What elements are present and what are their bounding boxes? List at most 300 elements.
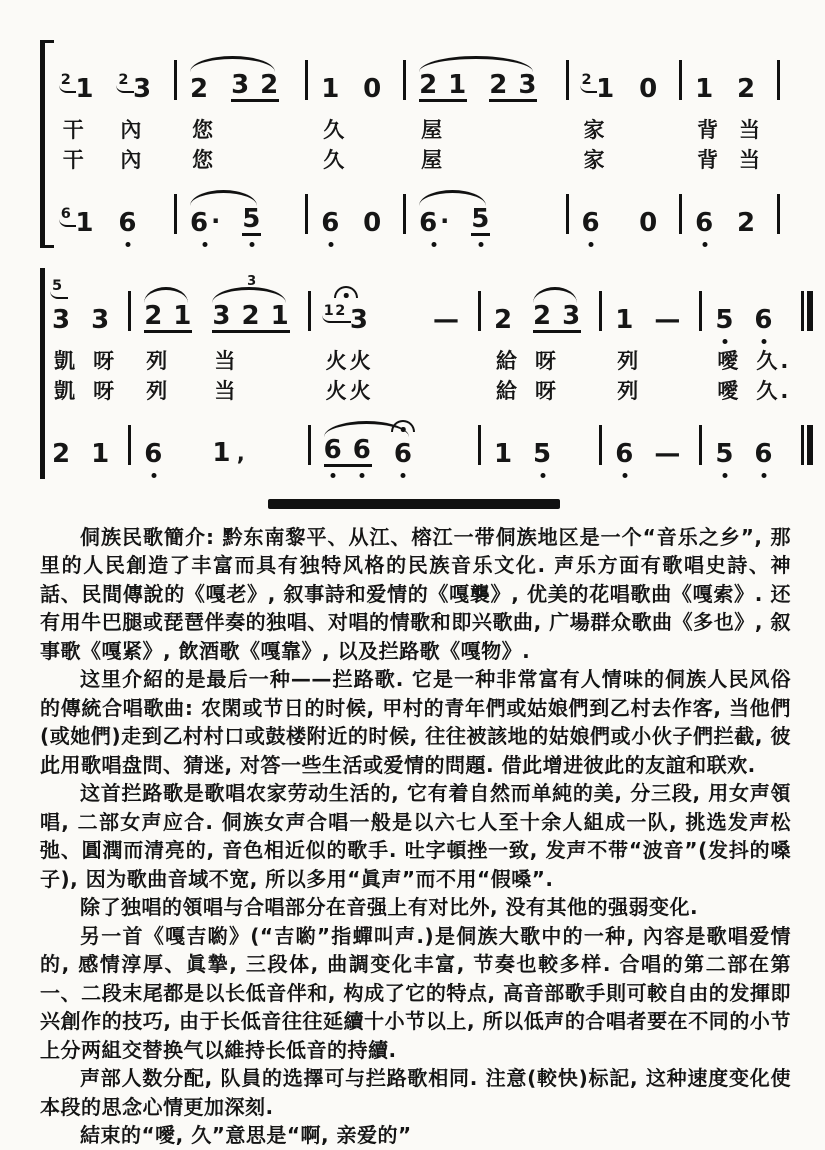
note-digit: 6 bbox=[118, 208, 138, 238]
lyric-syllable: 內 bbox=[120, 118, 145, 142]
note-cell bbox=[50, 405, 89, 479]
lyric-spacer bbox=[478, 345, 492, 375]
lyric-cell bbox=[431, 375, 478, 405]
system-bracket bbox=[40, 268, 45, 479]
lyric-syllable: 屋 bbox=[421, 118, 446, 142]
beam-group bbox=[489, 72, 537, 102]
lyric-spacer bbox=[777, 114, 791, 144]
note bbox=[91, 304, 111, 335]
note-cell bbox=[210, 405, 307, 479]
note-digit: — bbox=[432, 304, 460, 335]
note bbox=[493, 304, 514, 335]
note-cell bbox=[431, 268, 478, 345]
note-cell bbox=[713, 268, 752, 345]
note bbox=[754, 438, 774, 469]
note-cell bbox=[652, 405, 699, 479]
note bbox=[615, 304, 635, 335]
note-cell bbox=[417, 40, 565, 114]
lyric-spacer bbox=[308, 345, 322, 375]
note-digit: 1 bbox=[448, 70, 468, 100]
note-cell bbox=[613, 268, 652, 345]
note-digit: 2 bbox=[241, 300, 261, 331]
note bbox=[754, 304, 774, 335]
lyric-cell bbox=[492, 345, 531, 375]
lyric-syllable: 給 bbox=[495, 378, 520, 403]
lyric-spacer bbox=[801, 345, 815, 375]
lyric-syllable: 您 bbox=[191, 148, 216, 172]
barline bbox=[699, 268, 713, 345]
note bbox=[242, 206, 261, 232]
lyric-spacer bbox=[679, 114, 693, 144]
beam-group bbox=[419, 72, 467, 102]
note-digit: 1 bbox=[173, 300, 193, 331]
note bbox=[615, 438, 635, 469]
note-digit: 2 bbox=[489, 70, 509, 100]
lyric-cell bbox=[652, 345, 699, 375]
note bbox=[737, 76, 756, 102]
lyric-spacer bbox=[403, 114, 417, 144]
note bbox=[715, 438, 735, 469]
note-digit: — bbox=[654, 438, 682, 469]
note-cell bbox=[116, 40, 174, 114]
barline bbox=[599, 405, 613, 479]
note-digit: 1 bbox=[615, 304, 635, 335]
lyric-cell bbox=[59, 114, 117, 144]
intro-paragraph-6: 声部人数分配, 队員的选擇可与拦路歌相同. 注意(較快)标記, 这种速度变化使本段的思念心情更加深刻. bbox=[40, 1066, 791, 1119]
lyric-cell bbox=[142, 345, 210, 375]
note-digit: 5 bbox=[471, 204, 491, 234]
lyric-cell bbox=[713, 345, 752, 375]
lyric-spacer bbox=[566, 144, 580, 174]
score-system-2 bbox=[40, 268, 791, 479]
lyric-syllable: 列 bbox=[146, 378, 171, 403]
lyric-cell bbox=[142, 375, 210, 405]
lyric-spacer bbox=[478, 375, 492, 405]
lyric-cell bbox=[613, 375, 652, 405]
lyric-cell bbox=[50, 345, 89, 375]
score-system-1 bbox=[40, 40, 791, 248]
lyric-spacer bbox=[599, 345, 613, 375]
note bbox=[471, 206, 490, 232]
barline bbox=[566, 40, 580, 114]
lyric-cell bbox=[713, 375, 752, 405]
barline bbox=[403, 40, 417, 114]
lyric-spacer bbox=[566, 114, 580, 144]
note bbox=[518, 72, 537, 98]
lyric-syllable: 呀 bbox=[535, 348, 560, 373]
note-digit: 6 bbox=[615, 438, 635, 469]
note-digit: 6 bbox=[754, 304, 774, 335]
note-cell bbox=[752, 268, 801, 345]
lyric-syllable: 背 bbox=[697, 148, 722, 172]
note-digit: 1 bbox=[91, 438, 111, 469]
note bbox=[321, 210, 340, 236]
lyric-spacer bbox=[699, 345, 713, 375]
note bbox=[695, 76, 714, 102]
grace-note: 2 bbox=[60, 72, 73, 88]
note-digit: 3 bbox=[91, 304, 111, 335]
lyric-syllable: 当 bbox=[214, 348, 239, 373]
fermata-icon bbox=[334, 286, 358, 298]
lyric-syllable: 干 bbox=[62, 148, 87, 172]
barline bbox=[305, 174, 319, 248]
lyric-syllable: 久. bbox=[756, 348, 792, 373]
note bbox=[654, 304, 682, 335]
lyric-syllable: 当 bbox=[739, 118, 763, 142]
lyric-syllable: 屋 bbox=[421, 148, 446, 172]
note bbox=[489, 72, 508, 98]
note-cell bbox=[713, 405, 752, 479]
note-cell bbox=[361, 174, 403, 248]
lyric-syllable: 呀 bbox=[93, 348, 118, 373]
note-cell bbox=[431, 405, 478, 479]
intro-paragraph-4: 除了独唱的領唱与合唱部分在音强上有对比外, 没有其他的强弱变化. bbox=[80, 895, 699, 919]
grace-note: 12 bbox=[323, 302, 347, 319]
note-cell bbox=[142, 405, 210, 479]
lyric-syllable: 給 bbox=[495, 348, 520, 373]
lyric-syllable: 呀 bbox=[535, 378, 560, 403]
note-digit: 6 bbox=[321, 208, 341, 238]
lyric-syllable: 列 bbox=[617, 348, 642, 373]
note bbox=[419, 207, 450, 238]
lyric-spacer bbox=[777, 144, 791, 174]
note-cell bbox=[210, 268, 307, 345]
note bbox=[737, 210, 756, 236]
lyric-cell bbox=[417, 114, 565, 144]
augmentation-dot: · bbox=[211, 207, 221, 235]
note-cell bbox=[319, 40, 361, 114]
note bbox=[363, 76, 382, 102]
note bbox=[91, 438, 111, 469]
barline bbox=[478, 405, 492, 479]
note-cell bbox=[89, 268, 128, 345]
note-cell bbox=[637, 174, 679, 248]
lyric-syllable: 內 bbox=[120, 148, 145, 172]
note-cell bbox=[752, 405, 801, 479]
lyric-cell bbox=[492, 375, 531, 405]
lyric-cell bbox=[210, 345, 307, 375]
lyric-spacer bbox=[305, 144, 319, 174]
intro-paragraph-2: 这里介紹的是最后一种——拦路歌. 它是一种非常富有人情味的侗族人民风俗的傳統合唱歌曲: 农閑或节日的时候, 甲村的青年們或姑娘們到乙村去作客, 当他們(或她們)走到乙村村口或鼓楼附近的时候, 往往被該地的姑娘們或小伙子們拦截, 彼此用歌唱盘問、猜迷, 对答一些生活或爱情的問題. 借此增进彼此的友誼和联欢. bbox=[40, 667, 791, 777]
lyric-syllable: 噯 bbox=[717, 348, 742, 373]
lyric-cell bbox=[652, 375, 699, 405]
note-cell bbox=[492, 268, 531, 345]
note bbox=[432, 304, 460, 335]
note-digit: 2 bbox=[52, 438, 72, 469]
lyric-cell bbox=[531, 345, 599, 375]
note bbox=[393, 438, 413, 469]
note-digit: 3 bbox=[212, 300, 232, 331]
note-digit: 2 bbox=[260, 70, 280, 100]
lyric-syllable: 家 bbox=[583, 148, 608, 172]
note-cell bbox=[59, 174, 117, 248]
note-digit: 1 bbox=[321, 74, 341, 104]
note bbox=[715, 304, 735, 335]
lyric-cell bbox=[50, 375, 89, 405]
lyric-spacer bbox=[699, 375, 713, 405]
note-cell bbox=[59, 40, 117, 114]
note-digit: 6 bbox=[189, 208, 210, 238]
note bbox=[144, 300, 164, 331]
note bbox=[419, 72, 438, 98]
lyric-syllable: 火火 bbox=[325, 378, 374, 403]
intro-paragraph-5: 另一首《嘎吉喲》(“吉喲”指蟬叫声.)是侗族大歌中的一种, 內容是歌唱爱情的, 感情淳厚、眞摯, 三段体, 曲調变化丰富, 节奏也較多样. 合唱的第二部在第一、二段末尾都是以长低音伴和, 构成了它的特点, 高音部歌手則可較自由的发揮即兴創作的技巧, 由于长低音往往延續十小节以上, 所以低声的合唱者要在不同的小节上分两組交替换气以維持长低音的持續. bbox=[40, 923, 791, 1062]
barline bbox=[128, 405, 142, 479]
lyric-spacer bbox=[801, 375, 815, 405]
breath-mark: ’ bbox=[236, 453, 245, 479]
lyric-syllable: 火火 bbox=[325, 348, 374, 373]
lyric-cell bbox=[693, 144, 735, 174]
lyric-cell bbox=[637, 144, 679, 174]
lyric-syllable: 背 bbox=[697, 118, 722, 142]
lyric-syllable: 当 bbox=[214, 378, 239, 403]
final-barline bbox=[801, 405, 815, 479]
note bbox=[189, 207, 221, 238]
note bbox=[52, 278, 72, 335]
note bbox=[321, 76, 340, 102]
note-cell bbox=[322, 268, 431, 345]
note-digit: 3 bbox=[562, 300, 582, 331]
lyric-cell bbox=[752, 375, 801, 405]
note bbox=[173, 300, 193, 331]
lyric-spacer bbox=[403, 144, 417, 174]
lyric-spacer bbox=[599, 375, 613, 405]
note-cell bbox=[735, 40, 777, 114]
intro-paragraph-7: 結束的“噯, 久”意思是“啊, 亲爱的” bbox=[80, 1123, 412, 1147]
lyric-cell bbox=[89, 375, 128, 405]
barline bbox=[699, 405, 713, 479]
note-digit: 1 bbox=[596, 74, 616, 104]
lyric-syllable: 家 bbox=[583, 118, 608, 142]
lyric-syllable: 呀 bbox=[93, 378, 118, 403]
note-digit: — bbox=[654, 304, 682, 335]
note-digit: 1 bbox=[695, 74, 715, 104]
note-cell bbox=[693, 40, 735, 114]
note bbox=[448, 72, 467, 98]
note-cell bbox=[417, 174, 565, 248]
note bbox=[581, 72, 616, 104]
intro-paragraph-1: 侗族民歌簡介: 黔东南黎平、从江、榕江一带侗族地区是一个“音乐之乡”, 那里的人民創造了丰富而具有独特风格的民族音乐文化. 声乐方面有歌唱史詩、神話、民間傳說的《嘎老》, 叙事詩和爱情的《嘎襲》, 优美的花唱歌曲《嘎索》. 还有用牛巴腿或琵琶伴奏的独唱、对唱的情歌和即兴歌曲, 广場群众歌曲《多也》, 叙事歌《嘎紧》, 飲酒歌《嘎靠》, 以及拦路歌《嘎物》. bbox=[40, 524, 791, 663]
note-digit: 0 bbox=[363, 208, 383, 238]
lyric-cell bbox=[322, 375, 431, 405]
beam-group bbox=[144, 300, 193, 333]
lyric-spacer bbox=[174, 144, 188, 174]
barline bbox=[308, 268, 322, 345]
lyric-cell bbox=[580, 144, 638, 174]
lyric-cell bbox=[580, 114, 638, 144]
lyric-spacer bbox=[679, 144, 693, 174]
beam-group bbox=[533, 300, 582, 333]
lyric-cell bbox=[322, 345, 431, 375]
note bbox=[260, 72, 279, 98]
lyric-cell bbox=[89, 345, 128, 375]
augmentation-dot: · bbox=[440, 207, 450, 235]
grace-note: 2 bbox=[581, 72, 594, 88]
note-cell bbox=[188, 40, 305, 114]
note-digit: 1 bbox=[75, 74, 95, 104]
note bbox=[695, 210, 714, 236]
final-barline bbox=[801, 268, 815, 345]
barline bbox=[128, 268, 142, 345]
grace-note: 5 bbox=[52, 278, 64, 294]
note-cell bbox=[580, 174, 638, 248]
lyric-spacer bbox=[174, 114, 188, 144]
lyric-syllable: 干 bbox=[62, 118, 87, 142]
note bbox=[212, 437, 232, 468]
lyric-cell bbox=[319, 114, 361, 144]
tuplet-number: 3 bbox=[247, 273, 257, 289]
grace-note: 2 bbox=[118, 72, 130, 88]
lyric-cell bbox=[693, 114, 735, 144]
lyric-syllable: 当 bbox=[739, 148, 763, 172]
barline bbox=[777, 174, 791, 248]
grace-note: 6 bbox=[60, 206, 73, 222]
note-digit: 3 bbox=[518, 70, 538, 100]
note-digit: 6 bbox=[352, 434, 372, 465]
note-cell bbox=[89, 405, 128, 479]
notation-table-2 bbox=[50, 268, 815, 479]
barline bbox=[305, 40, 319, 114]
beam-group bbox=[242, 206, 261, 236]
barline bbox=[403, 174, 417, 248]
lyric-cell bbox=[735, 144, 777, 174]
note-digit: 3 bbox=[231, 70, 251, 100]
lyric-spacer bbox=[305, 114, 319, 144]
lyric-cell bbox=[188, 114, 305, 144]
note bbox=[493, 438, 514, 469]
note-digit: 2 bbox=[737, 74, 757, 104]
note-cell bbox=[613, 405, 652, 479]
lyric-cell bbox=[116, 144, 174, 174]
note-digit: 5 bbox=[533, 438, 553, 469]
note bbox=[144, 438, 164, 469]
barline bbox=[174, 174, 188, 248]
lyric-syllable: 凱 bbox=[54, 348, 78, 373]
note-cell bbox=[319, 174, 361, 248]
lyric-spacer bbox=[308, 375, 322, 405]
note-cell bbox=[188, 174, 305, 248]
lyric-cell bbox=[210, 375, 307, 405]
intro-paragraph-3: 这首拦路歌是歌唱农家劳动生活的, 它有着自然而单純的美, 分三段, 用女声領唱, 二部女声应合. 侗族女声合唱一般是以六七人至十余人組成一队, 挑选发声松弛、圓潤而清亮的, 音色相近似的歌手. 吐字頓挫一致, 发声不带“波音”(发抖的嗓子), 因为歌曲音域不宽, 所以多用“眞声”而不用“假嗓”. bbox=[40, 781, 791, 891]
lyric-cell bbox=[59, 144, 117, 174]
note-digit: 6 bbox=[144, 438, 164, 469]
note-digit: 3 bbox=[52, 304, 72, 335]
note-cell bbox=[322, 405, 431, 479]
lyric-cell bbox=[735, 114, 777, 144]
note-digit: 5 bbox=[715, 438, 735, 469]
note bbox=[352, 434, 372, 465]
note-cell bbox=[580, 40, 638, 114]
barline bbox=[679, 40, 693, 114]
note-digit: 6 bbox=[323, 434, 343, 465]
lyric-cell bbox=[188, 144, 305, 174]
note bbox=[639, 76, 658, 102]
note-cell bbox=[361, 40, 403, 114]
note bbox=[241, 300, 261, 331]
notation-table-1 bbox=[59, 40, 791, 248]
note-digit: 5 bbox=[715, 304, 735, 335]
note-cell bbox=[116, 174, 174, 248]
note bbox=[639, 210, 658, 236]
lyric-spacer bbox=[128, 375, 142, 405]
note-digit: 2 bbox=[493, 304, 514, 335]
note bbox=[118, 72, 153, 104]
heavy-divider-bar bbox=[268, 499, 560, 509]
note-cell bbox=[142, 268, 210, 345]
fermata-icon bbox=[391, 420, 415, 432]
note-digit: 1 bbox=[75, 208, 95, 238]
lyric-cell bbox=[116, 114, 174, 144]
note-cell bbox=[652, 268, 699, 345]
beam-group bbox=[212, 300, 290, 333]
barline bbox=[777, 40, 791, 114]
intro-text bbox=[40, 523, 791, 1150]
note-digit: 6 bbox=[581, 208, 601, 238]
note bbox=[323, 434, 343, 465]
note-digit: 0 bbox=[639, 74, 659, 104]
lyric-syllable: 久. bbox=[756, 378, 792, 403]
note-digit: 6 bbox=[695, 208, 715, 238]
note-cell bbox=[531, 405, 599, 479]
note bbox=[212, 300, 232, 331]
note bbox=[270, 300, 290, 331]
lyric-cell bbox=[417, 144, 565, 174]
note-digit: 3 bbox=[132, 74, 153, 104]
note-digit: 1 bbox=[212, 437, 232, 468]
note bbox=[60, 206, 95, 238]
note bbox=[654, 438, 682, 469]
note bbox=[60, 72, 95, 104]
lyric-cell bbox=[431, 345, 478, 375]
note bbox=[231, 72, 250, 98]
note-digit: 6 bbox=[419, 208, 439, 238]
note-cell bbox=[50, 268, 89, 345]
beam-group bbox=[323, 434, 372, 467]
music-score bbox=[40, 40, 791, 509]
lyric-cell bbox=[531, 375, 599, 405]
note-digit: 0 bbox=[363, 74, 383, 104]
note-digit: 5 bbox=[242, 204, 262, 234]
lyric-syllable: 列 bbox=[146, 348, 171, 373]
lyric-syllable: 列 bbox=[617, 378, 642, 403]
system-bracket bbox=[40, 40, 54, 248]
note bbox=[52, 438, 72, 469]
note-digit: 2 bbox=[737, 208, 757, 238]
note-cell bbox=[693, 174, 735, 248]
barline bbox=[308, 405, 322, 479]
note-digit: 1 bbox=[493, 438, 514, 469]
note-digit: 1 bbox=[270, 300, 290, 331]
lyric-cell bbox=[361, 114, 403, 144]
note bbox=[533, 438, 553, 469]
barline bbox=[679, 174, 693, 248]
note-digit: 6 bbox=[754, 438, 774, 469]
note-digit: 3 bbox=[349, 304, 369, 335]
barline bbox=[599, 268, 613, 345]
lyric-cell bbox=[752, 345, 801, 375]
lyric-spacer bbox=[128, 345, 142, 375]
note bbox=[323, 302, 369, 335]
note bbox=[363, 210, 382, 236]
lyric-syllable: 噯 bbox=[717, 378, 742, 403]
note bbox=[562, 300, 582, 331]
lyric-syllable: 凱 bbox=[54, 378, 78, 403]
beam-group bbox=[231, 72, 279, 102]
barline bbox=[478, 268, 492, 345]
note-digit: 6 bbox=[393, 438, 413, 469]
lyric-cell bbox=[637, 114, 679, 144]
lyric-cell bbox=[613, 345, 652, 375]
